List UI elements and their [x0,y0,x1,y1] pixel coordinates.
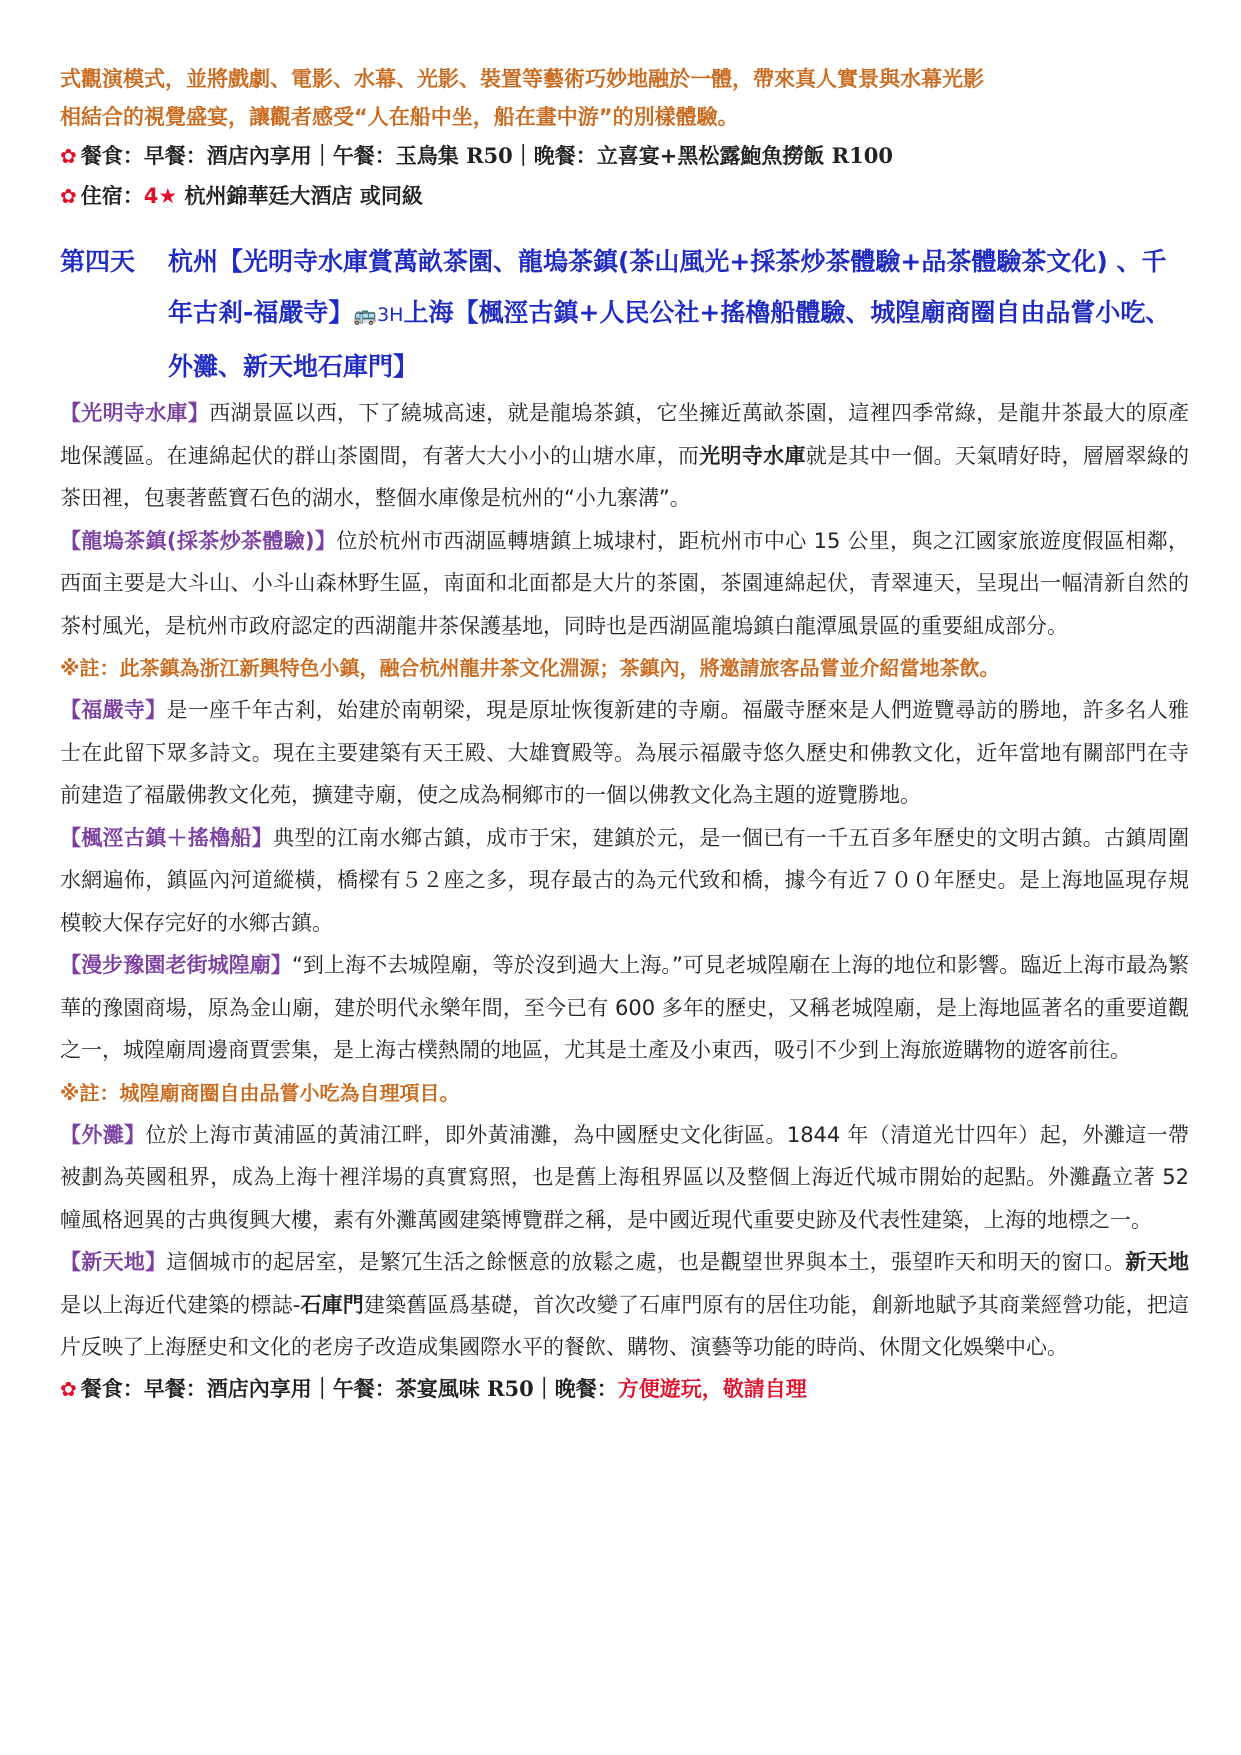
section-tag: 【福嚴寺】 [60,698,167,722]
intro-line-1: 式觀演模式，並將戲劇、電影、水幕、光影、裝置等藝術巧妙地融於一體，帶來真人實景與水幕光影 [60,67,984,91]
flower-icon: ✿ [60,184,77,208]
hotel-name: 杭州錦華廷大酒店 或同級 [177,184,423,208]
hotel-line: ✿ 住宿：4★ 杭州錦華廷大酒店 或同級 [60,184,423,208]
bus-duration: 3H [377,304,404,326]
hotel-stars: 4★ [143,184,178,208]
section-tag: 【楓涇古鎮＋搖櫓船】 [60,825,274,850]
section-tag: 【光明寺水庫】 [60,401,210,425]
section-tag: 【新天地】 [60,1250,167,1274]
lunch-price: R50 [466,143,513,168]
meal-line-day4: ✿ 餐食：早餐：酒店內享用｜午餐：茶宴風味 R50｜晚餐：方便遊玩，敬請自理 [60,1375,807,1401]
section-fuyansi: 【福嚴寺】是一座千年古剎，始建於南朝梁，現是原址恢復新建的寺廟。福嚴寺歷來是人們遊覽尋訪的勝地，許多名人雅士在此留下眾多詩文。現在主要建築有天王殿、大雄寶殿等。為展示福嚴寺悠久歷史和佛教文化，近年當地有關部門在寺前建造了福嚴佛教文化苑，擴建寺廟，使之成為桐鄉市的一個以佛教文化為主題的遊覽勝地。 [60,698,1190,807]
flower-icon: ✿ [60,144,77,168]
section-chenghuangmiao: 【漫步豫園老街城隍廟】“到上海不去城隍廟，等於沒到過大上海。”可見老城隍廟在上海的地位和影響。臨近上海市最為繁華的豫園商場，原為金山廟，建於明代永樂年間，至今已有 600 多年的歷史，又稱老城隍廟，是上海地區著名的重要道觀之一，城隍廟周邊商賈雲集，是上海古樸熱鬧的地區，尤其是土產及小東西，吸引不少到上海旅遊購物的遊客前往。 [60,953,1189,1062]
section-tag: 【外灘】 [60,1122,146,1147]
section-longwu: 【龍塢茶鎮(採茶炒茶體驗)】位於杭州市西湖區轉塘鎮上城埭村，距杭州市中心 15 公里，與之江國家旅遊度假區相鄰，西面主要是大斗山、小斗山森林野生區，南面和北面都是大片的茶園，茶園連綿起伏，青翠連天，呈現出一幅清新自然的茶村風光，是杭州市政府認定的西湖龍井茶保護基地，同時也是西湖區龍塢鎮白龍潭風景區的重要組成部分。 [60,528,1189,638]
note-tea-town: ※註：此茶鎮為浙江新興特色小鎮，融合杭州龍井茶文化淵源；茶鎮內，將邀請旅客品嘗並介紹當地茶飲。 [60,656,1000,680]
section-xintiandi: 【新天地】這個城市的起居室，是繁冗生活之餘愜意的放鬆之處，也是觀望世界與本土，張望昨天和明天的窗口。新天地是以上海近代建築的標誌-石庫門建築舊區爲基礎，首次改變了石庫門原有的居住功能，創新地賦予其商業經營功能，把這片反映了上海歷史和文化的老房子改造成集國際水平的餐飲、購物、演藝等功能的時尚、休閒文化娛樂中心。 [60,1250,1190,1359]
lunch-price: R50 [487,1375,534,1401]
flower-icon: ✿ [60,1376,77,1401]
meal-line-day3: ✿ 餐食：早餐：酒店內享用｜午餐：玉鳥集 R50｜晚餐：立喜宴+黑松露鮑魚撈飯 R100 [60,143,893,168]
day-label: 第四天 [60,247,136,276]
section-tag: 【漫步豫園老街城隍廟】 [60,953,292,977]
intro-line-2: 相結合的視覺盛宴，讓觀者感受“人在船中坐，船在畫中游”的別樣體驗。 [60,105,739,129]
section-bund: 【外灘】位於上海市黃浦區的黃浦江畔，即外黃浦灘，為中國歷史文化街區。1844 年（清道光廿四年）起，外灘這一帶被劃為英國租界，成為上海十裡洋場的真實寫照，也是舊上海租界區以及整個上海近代城市開始的起點。外灘矗立著 52 幢風格迥異的古典復興大樓，素有外灘萬國建築博覽群之稱，是中國近現代重要史跡及代表性建築，上海的地標之一。 [60,1122,1189,1232]
section-tag: 【龍塢茶鎮(採茶炒茶體驗)】 [60,528,337,553]
day4-route-part-2: 上海【楓涇古鎮+人民公社+搖櫓船體驗、城隍廟商圈自由品嘗小吃、外灘、新天地石庫門】 [168,298,1171,381]
section-guangmingsi: 【光明寺水庫】西湖景區以西，下了繞城高速，就是龍塢茶鎮，它坐擁近萬畝茶園，這裡四季常綠，是龍井茶最大的原產地保護區。在連綿起伏的群山茶園間，有著大大小小的山塘水庫，而光明寺水庫就是其中一個。天氣晴好時，層層翠綠的茶田裡，包裹著藍寶石色的湖水，整個水庫像是杭州的“小九寨溝”。 [60,401,1190,510]
note-snacks: ※註：城隍廟商圈自由品嘗小吃為自理項目。 [60,1080,460,1105]
dinner-self-arranged: 方便遊玩，敬請自理 [617,1376,807,1401]
bus-icon: 🚌 [353,304,378,326]
day4-title [60,236,1189,392]
intro-text [60,60,1189,136]
section-fengjing: 【楓涇古鎮＋搖櫓船】典型的江南水鄉古鎮，成市于宋，建鎮於元，是一個已有一千五百多年歷史的文明古鎮。古鎮周圍水網遍佈，鎮區內河道縱橫，橋樑有５２座之多，現存最古的為元代致和橋，據今有近７００年歷史。是上海地區現存規模較大保存完好的水鄉古鎮。 [60,825,1189,935]
dinner-price: R100 [831,143,893,168]
day4-route-part-1: 杭州【光明寺水庫賞萬畝茶園、龍塢茶鎮(茶山風光+採茶炒茶體驗+品茶體驗茶文化) 、千年古剎-福嚴寺】 [168,247,1167,327]
